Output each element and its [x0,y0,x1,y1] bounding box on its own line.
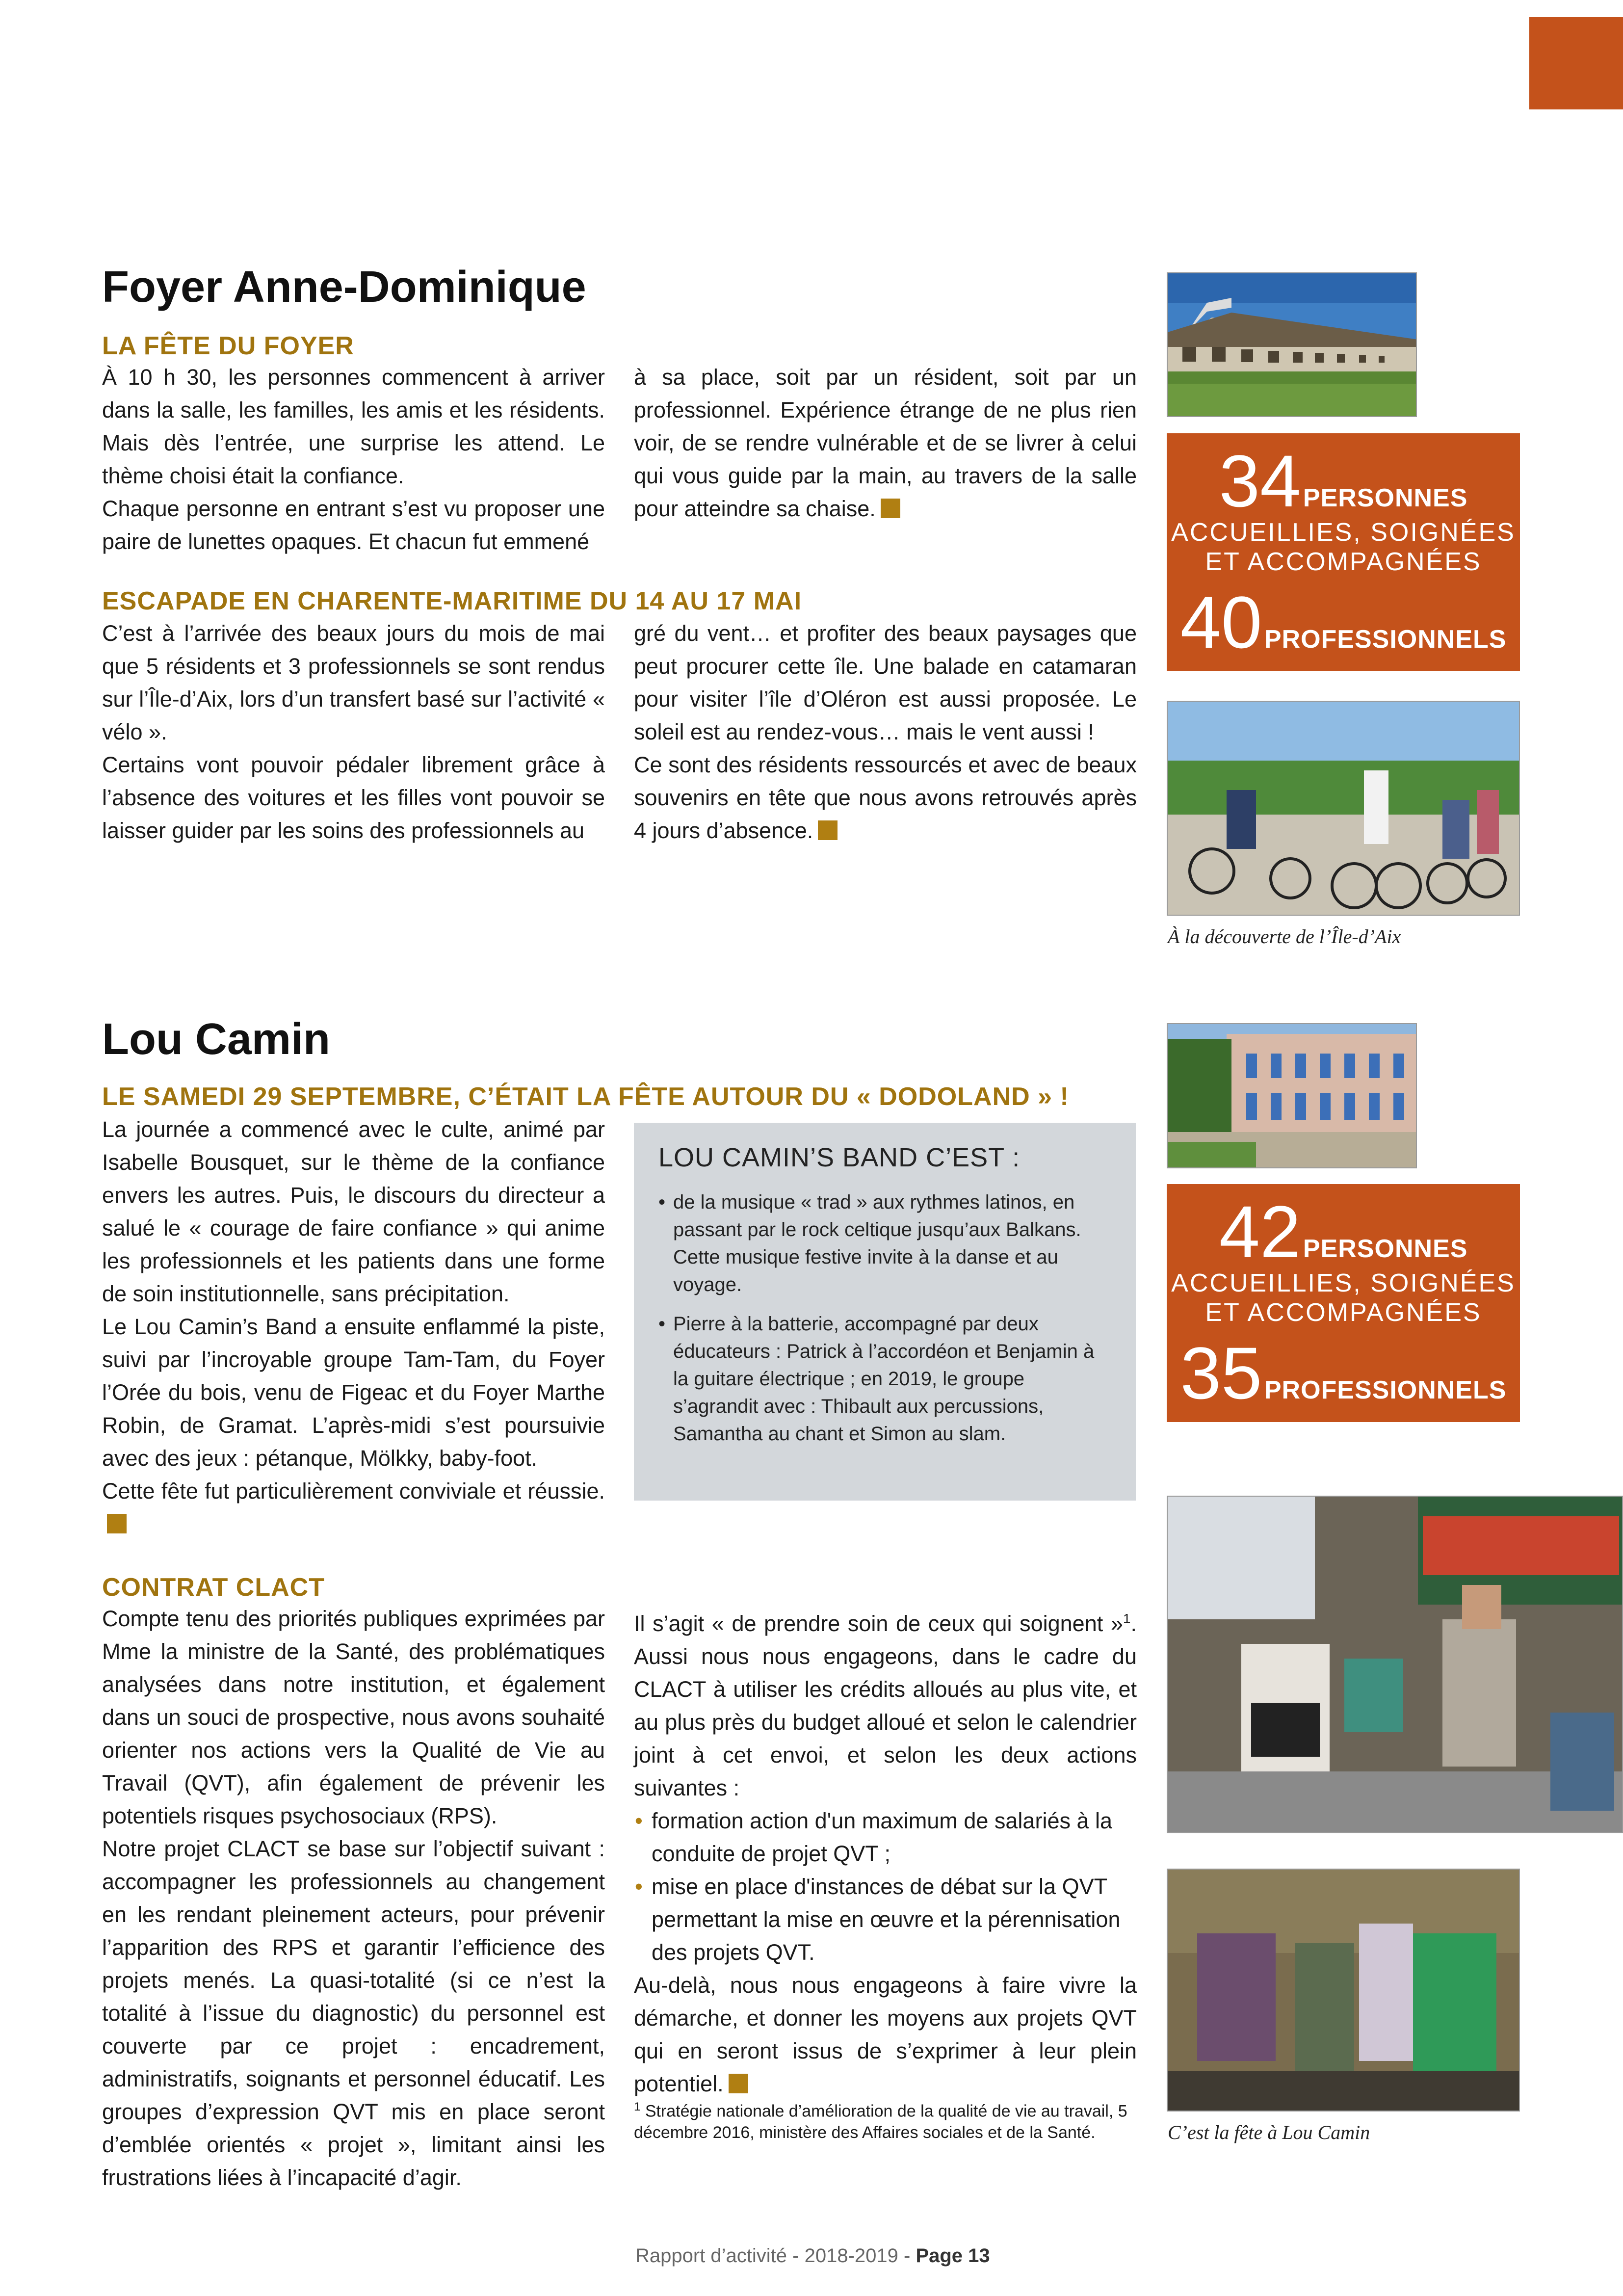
persons-line3: ET ACCOMPAGNÉES [1205,1298,1482,1327]
section-title-foyer: Foyer Anne-Dominique [102,263,586,312]
footer-text: Rapport d’activité - 2018-2019 - [635,2245,916,2267]
stat-persons [1167,440,1520,522]
persons-line2: ACCUEILLIES, SOIGNÉES [1171,518,1516,547]
paragraph: Compte tenu des priorités publiques exprimées par Mme la ministre de la Santé, des problématiques analysées dans notre institution, et également dans un souci de prospective, nous avons souhaité orienter nos actions vers la Qualité de Vie au Travail (QVT), afin également de prévenir les potentiels risques psychosociaux (RPS). [102,1606,605,1828]
page-number: Page 13 [916,2245,990,2267]
end-mark-icon [818,820,838,840]
list-item: • de la musique « trad » aux rythmes latinos, en passant par le rock celtique jusqu’aux Balkans. Cette musique festive invite à la danse et au voyage. [673,1188,1111,1298]
stat-professionals [1167,1332,1520,1414]
escapade-col2 [634,617,1137,847]
paragraph: Cette fête fut particulièrement conviviale et réussie. [102,1475,605,1540]
list-item: • formation action d'un maximum de salariés à la conduite de projet QVT ; [652,1804,1137,1870]
corner-tab [1529,17,1623,109]
pro-unit: PROFESSIONNELS [1264,625,1507,654]
persons-unit: PERSONNES [1303,1235,1468,1263]
end-mark-icon [729,2074,748,2093]
end-mark-icon [881,499,900,518]
mansion-illustration [1168,1024,1417,1168]
clact-action-list [634,1804,1137,1969]
dance-illustration [1168,1870,1520,2111]
paragraph: Le Lou Camin’s Band a ensuite enflammé la piste, suivi par l’incroyable groupe Tam-Tam, du Foyer l’Orée du bois, venu de Figeac et du Foyer Marthe Robin, de Gramat. L’après-midi s’est poursuivie avec des jeux : pétanque, Mölkky, baby-foot. [102,1314,605,1471]
photo-band-concert [1167,1496,1623,1833]
band-info-box [634,1123,1136,1501]
fete-col2 [634,361,1137,525]
paragraph: à sa place, soit par un résident, soit par un professionnel. Expérience étrange de ne plus rien voir, de se rendre vulnérable et de se livrer à celui qui vous guide par la main, au travers de la salle pour atteindre sa chaise. [634,365,1137,521]
band-box-title: LOU CAMIN’S BAND C’EST : [658,1143,1021,1172]
dodoland-col1 [102,1113,605,1540]
page-footer [635,2245,990,2267]
persons-line3: ET ACCOMPAGNÉES [1205,548,1482,576]
list-item: • mise en place d'instances de débat sur la QVT permettant la mise en œuvre et la pérennisation des projets QVT. [652,1870,1137,1969]
concert-illustration [1168,1497,1623,1833]
paragraph: Il s’agit « de prendre soin de ceux qui soignent »$^1$. Aussi nous nous engageons, dans le cadre du CLACT à utiliser les crédits alloués au plus vite, et au plus près du budget alloué et selon le calendrier joint à cet envoi, et selon les deux actions suivantes : [634,1611,1137,1800]
stats-box-foyer [1167,433,1520,671]
building-illustration [1168,273,1417,417]
cycling-illustration [1168,702,1520,916]
paragraph: Au-delà, nous nous engageons à faire vivre la démarche, et donner les moyens aux projets QVT qui en seront issus de s’exprimer à leur plein potentiel. [634,1973,1137,2096]
heading-clact: CONTRAT CLACT [102,1573,325,1602]
heading-fete-du-foyer: LA FÊTE DU FOYER [102,332,354,360]
end-mark-icon [107,1514,127,1533]
heading-escapade: ESCAPADE EN CHARENTE-MARITIME DU 14 AU 17 MAI [102,587,802,615]
stat-persons [1167,1190,1520,1273]
clact-col1 [102,1602,605,2194]
fete-col1 [102,361,605,558]
pro-unit: PROFESSIONNELS [1264,1376,1507,1404]
paragraph: La journée a commencé avec le culte, animé par Isabelle Bousquet, sur le thème de la confiance envers les autres. Puis, le discours du directeur a salué le « courage de faire confiance » qui anime les professionnels et les patients dans une forme de soin institutionnelle, sans précipitation. [102,1117,605,1306]
caption-lou-camin: C’est la fête à Lou Camin [1168,2121,1370,2143]
persons-value: 42 [1219,1190,1301,1273]
pro-value: 35 [1180,1332,1262,1414]
heading-dodoland: LE SAMEDI 29 SEPTEMBRE, C’ÉTAIT LA FÊTE AUTOUR DU « DODOLAND » ! [102,1082,1069,1111]
persons-line2: ACCUEILLIES, SOIGNÉES [1171,1269,1516,1297]
escapade-col1 [102,617,605,847]
stats-box-lou-camin [1167,1184,1520,1422]
list-item: • Pierre à la batterie, accompagné par deux éducateurs : Patrick à l’accordéon et Benjamin à la guitare électrique ; en 2019, le groupe s’agrandit avec : Thibault aux percussions, Samantha au chant et Simon au slam. [673,1310,1111,1448]
photo-lou-camin-building [1167,1023,1417,1168]
photo-foyer-building [1167,272,1417,417]
section-title-lou-camin: Lou Camin [102,1015,330,1064]
clact-col2 [634,1602,1137,2100]
paragraph: C’est à l’arrivée des beaux jours du mois de mai que 5 résidents et 3 professionnels se sont rendus sur l’Île-d’Aix, lors d’un transfert basé sur l’activité « vélo ». [102,621,605,744]
footnote: $^1$ Stratégie nationale d’amélioration de la qualité de vie au travail, 5 décembre 2016, ministère des Affaires sociales et de la Santé. [634,2100,1127,2142]
caption-ile-daix: À la découverte de l’Île-d’Aix [1168,925,1401,948]
stat-professionals [1167,581,1520,663]
persons-unit: PERSONNES [1303,484,1468,512]
paragraph: Certains vont pouvoir pédaler librement grâce à l’absence des voitures et les filles vont pouvoir se laisser guider par les soins des professionnels au [102,752,605,843]
band-box-list [658,1188,1111,1448]
paragraph: Notre projet CLACT se base sur l’objectif suivant : accompagner les professionnels au changement en les rendant pleinement acteurs, pour prévenir l’apparition des RPS et garantir l’efficience des projets menés. La quasi-totalité (si ce n’est la totalité à l’issue du diagnostic) du personnel est couverte par ce projet : encadrement, administratifs, soignants et personnel éducatif. Les groupes d’expression QVT mis en place seront d’emblée orientés « projet », limitant ainsi les frustrations liées à l’incapacité d’agir. [102,1836,605,2190]
paragraph: Chaque personne en entrant s’est vu proposer une paire de lunettes opaques. Et chacun fut emmené [102,496,605,554]
paragraph: gré du vent… et profiter des beaux paysages que peut procurer cette île. Une balade en catamaran pour visiter l’île d’Oléron est aussi proposée. Le soleil est au rendez-vous… mais le vent aussi ! [634,621,1137,744]
photo-ile-daix [1167,701,1520,916]
persons-value: 34 [1219,440,1301,522]
paragraph: Ce sont des résidents ressourcés et avec de beaux souvenirs en tête que nous avons retrouvés après 4 jours d’absence. [634,752,1137,843]
pro-value: 40 [1180,581,1262,663]
paragraph: À 10 h 30, les personnes commencent à arriver dans la salle, les familles, les amis et les résidents. Mais dès l’entrée, une surprise les attend. Le thème choisi était la confiance. [102,365,605,488]
photo-dance [1167,1869,1520,2111]
